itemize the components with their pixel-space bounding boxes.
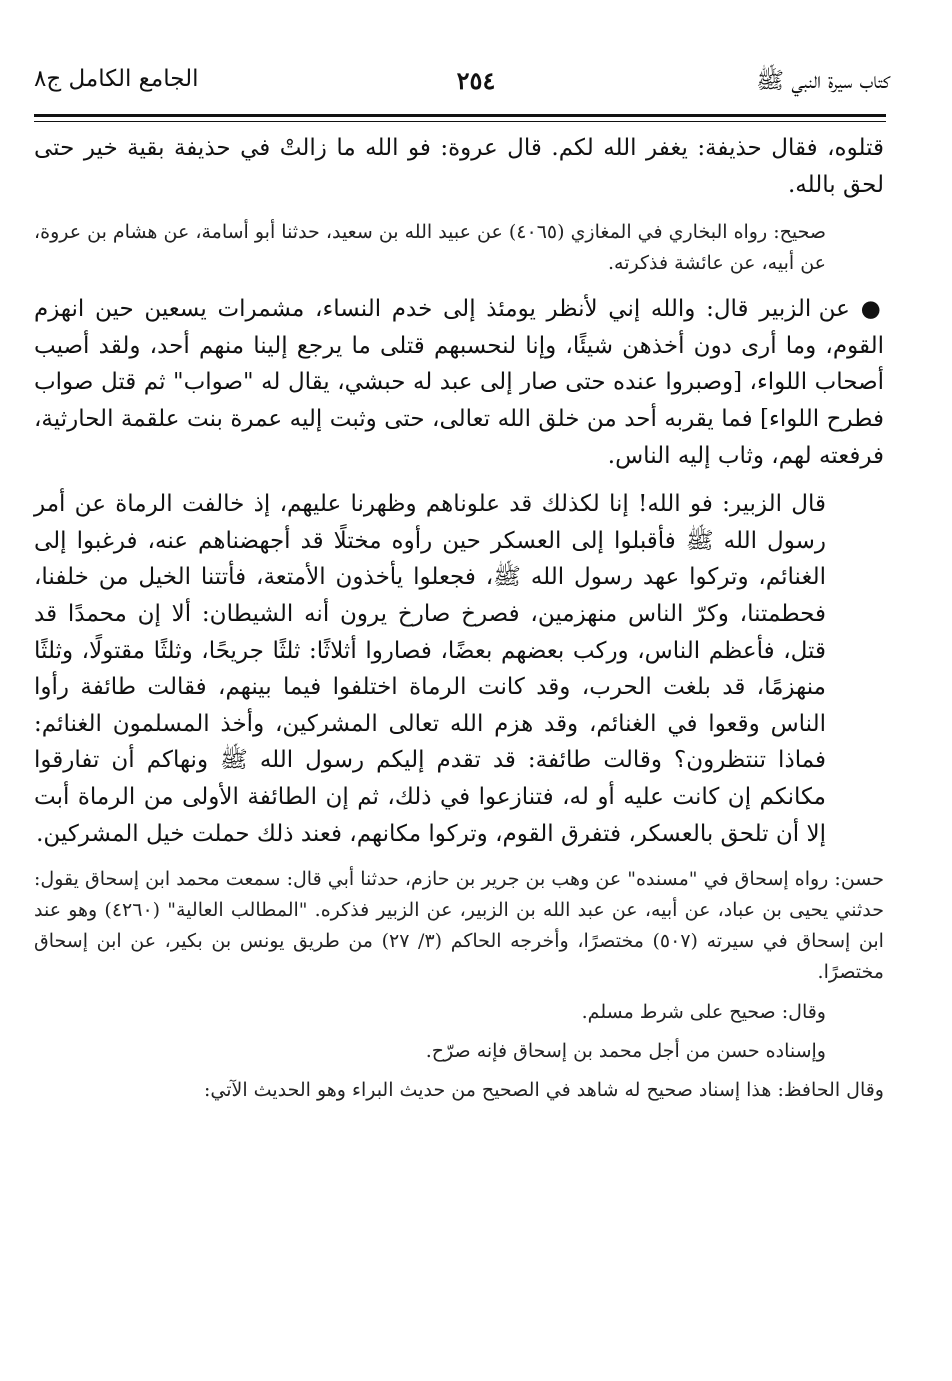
- paragraph-1: قتلوه، فقال حذيفة: يغفر الله لكم. قال عروة: فو الله ما زالتْ في حذيفة بقية خير حتى لحق بالله.: [34, 135, 884, 198]
- paragraph-3: قال الزبير: فو الله! إنا لكذلك قد علوناهم وظهرنا عليهم، إذ خالفت الرماة عن أمر رسول الله ﷺ فأقبلوا إلى العسكر حين رأوه مختلًا قد أجهضناهم عنه، فرغبوا إلى الغنائم، وتركوا عهد رسول الله ﷺ، فجعلوا يأخذون الأمتعة، فأتتنا الخيل من خلفنا، فحطمتنا، وكرّ الناس منهزمين، فصرخ صارخ يرون أنه الشيطان: ألا إن محمدًا قد قتل، فأعظم الناس، وركب بعضهم بعضًا، فصاروا أثلاثًا: ثلثًا جريحًا، وثلثًا مقتولًا، وثلثًا منهزمًا، قد بلغت الحرب، وقد كانت الرماة اختلفوا فيما بينهم، فقالت طائفة رأوا الناس وقعوا في الغنائم، وقد هزم الله تعالى المشركين، وأخذ المسلمون الغنائم: فماذا تنتظرون؟ وقالت طائفة: قد تقدم إليكم رسول الله ﷺ ونهاكم أن تفارقوا مكانكم إن كانت عليه أو له، فتنازعوا في ذلك، ثم إن الطائفة الأولى من الرماة أبت إلا أن تلحق بالعسكر، فتفرق القوم، وتركوا مكانهم، فعند ذلك حملت خيل المشركين.: [34, 491, 826, 847]
- note-line-5: وقال الحافظ: هذا إسناد صحيح له شاهد في الصحيح من حديث البراء وهو الحديث الآتي:: [203, 1079, 884, 1102]
- page-body: [34, 130, 884, 1106]
- running-header: [0, 66, 952, 106]
- header-rule-thin: [34, 121, 886, 122]
- paragraph-2: [34, 291, 884, 474]
- takhrij-note-1: صحيح: رواه البخاري في المغازي (٤٠٦٥) عن عبيد الله بن سعيد، حدثنا أبو أسامة، عن هشام بن عروة، عن أبيه، عن عائشة فذكرته.: [34, 221, 826, 275]
- page-number: ٢٥٤: [456, 66, 496, 95]
- bullet-icon: ●: [860, 295, 884, 323]
- header-rule-thick: [34, 114, 886, 117]
- paragraph-2-text: عن الزبير قال: والله إني لأنظر يومئذ إلى خدم النساء، مشمرات يسعين حين انهزم القوم، وما أرى دون أخذهن شيئًا، وإنا لنحسبهم قتلى ما يرجع إلينا منهم أحد، ولقد أصيب أصحاب اللواء، [وصبروا عنده حتى صار إلى عبد له حبشي، يقال له "صواب" ثم قتل صواب فطرح اللواء] فما يقربه أحد من خلق الله تعالى، حتى وثبت إليه عمرة بنت علقمة الحارثية، فرفعته لهم، وثاب إليه الناس.: [34, 296, 884, 469]
- note-line-4: وإسناده حسن من أجل محمد بن إسحاق فإنه صرّح.: [425, 1040, 826, 1063]
- header-volume-title: الجامع الكامل ج٨: [34, 66, 199, 92]
- note-line-3: وقال: صحيح على شرط مسلم.: [581, 1001, 826, 1024]
- header-book-title: كتاب سيرة النبي ﷺ: [756, 68, 890, 94]
- takhrij-note-2: حسن: رواه إسحاق في "مسنده" عن وهب بن جرير بن حازم، حدثنا أبي قال: سمعت محمد ابن إسحاق يقول: حدثني يحيى بن عباد، عن أبيه، عن عبد الله بن الزبير، عن الزبير فذكره. "المطالب العالية" (٤٢٦٠) وهو عند ابن إسحاق في سيرته (٥٠٧) مختصرًا، وأخرجه الحاكم (٣/ ٢٧) من طريق يونس بن بكير، عن ابن إسحاق مختصرًا.: [34, 868, 885, 984]
